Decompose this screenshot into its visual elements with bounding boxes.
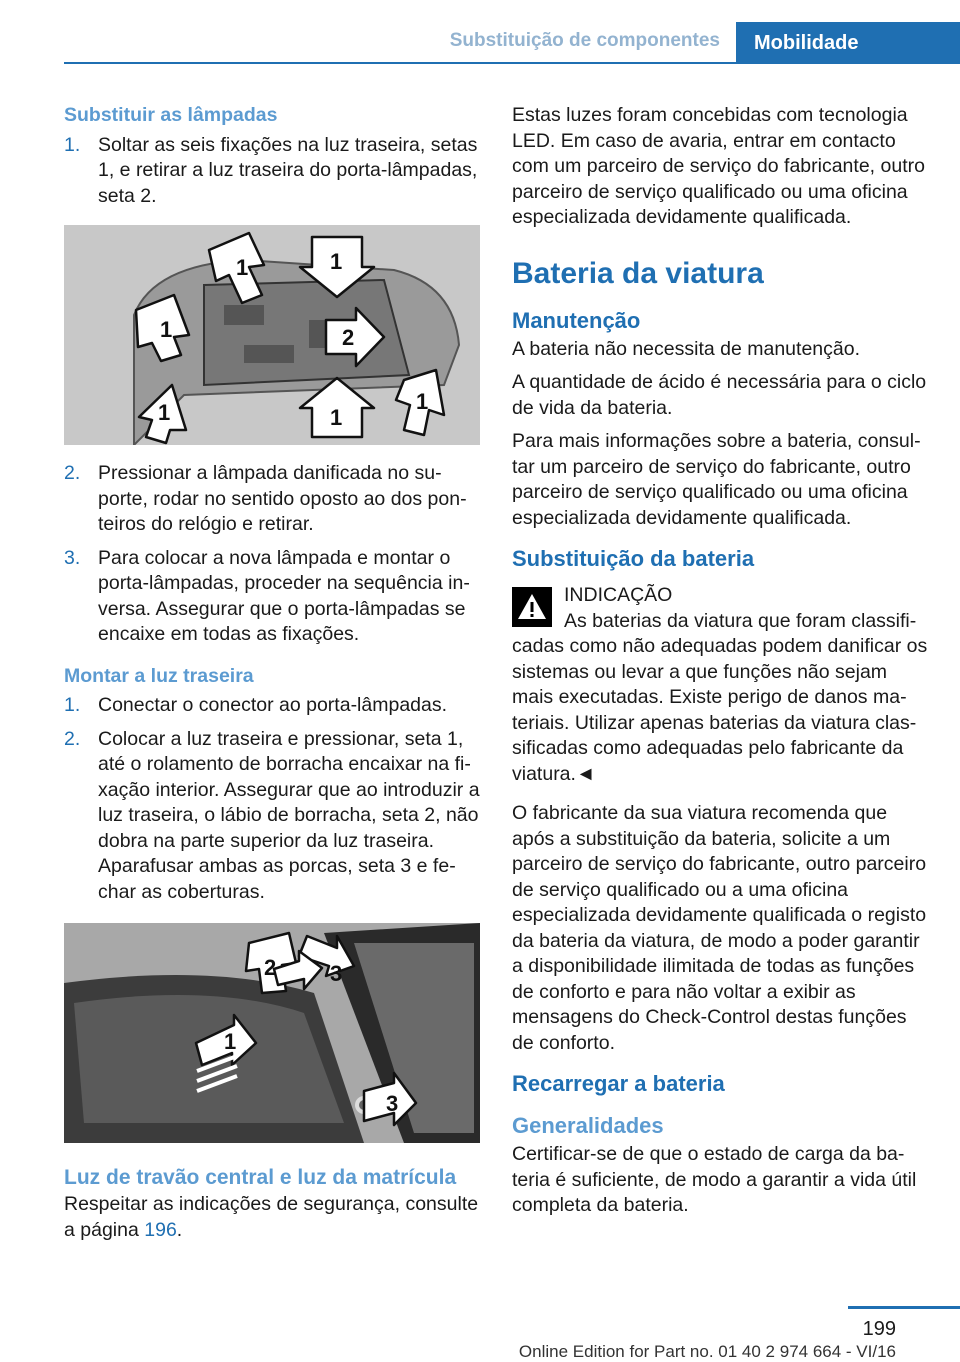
footer-edition: Online Edition for Part no. 01 40 2 974 664 - VI/16 xyxy=(518,1342,896,1361)
footer-rule xyxy=(848,1306,960,1309)
list-item: 1. Soltar as seis fixações na luz traseira, setas 1, e retirar a luz traseira do porta-lâmpadas, seta 2. xyxy=(64,133,478,207)
warning-triangle-icon xyxy=(512,587,552,627)
fig2-label: 1 xyxy=(224,1029,237,1054)
steps-list-1 xyxy=(64,133,480,210)
warning-title: INDICAÇÃO xyxy=(564,584,673,606)
fig1-label: 1 xyxy=(330,405,343,430)
heading-general: Generalidades xyxy=(512,1113,664,1138)
fig1-label: 1 xyxy=(416,389,429,414)
fig2-label: 3 xyxy=(386,1091,399,1116)
right-column xyxy=(512,103,928,1227)
fig1-label: 1 xyxy=(330,249,343,274)
heading-battery: Bateria da viatura xyxy=(512,256,764,290)
fig1-label: 1 xyxy=(158,400,171,425)
heading-brake-light: Luz de travão central e luz da matrícula xyxy=(64,1166,457,1189)
list-item: 3. Para colocar a nova lâmpada e montar o porta-lâmpadas, proceder na sequência inversa. Assegurar que o porta-lâmpadas se encaixe em todas as fixações. xyxy=(64,546,470,645)
heading-maintenance: Manutenção xyxy=(512,307,641,333)
maintenance-paragraph: A quantidade de ácido é necessária para o ciclo de vida da bateria. xyxy=(512,371,927,419)
maintenance-paragraph: Para mais informações sobre a bateria, consultar um parceiro de serviço do fabricante, outro parceiro de serviço qualificado ou uma oficina especializada devidamente qualificada. xyxy=(512,430,921,529)
heading-recharge-battery: Recarregar a bateria xyxy=(512,1071,725,1096)
left-column xyxy=(64,103,480,1251)
tail-light-illustration xyxy=(64,225,480,445)
page-number: 199 xyxy=(862,1318,896,1340)
fig1-label: 1 xyxy=(236,255,249,280)
general-paragraph: Certificar-se de que o estado de carga da bateria é suficiente, de modo a garantir a vida útil completa da bateria. xyxy=(512,1143,917,1216)
tail-light-diagram xyxy=(64,225,480,445)
subheading-replace-bulbs: Substituir as lâmpadas xyxy=(64,104,278,126)
led-paragraph: Estas luzes foram concebidas com tecnologia LED. Em caso de avaria, entrar em contacto com um parceiro de serviço do fabricante, outro parceiro de serviço qualificado ou uma oficina especializada devidamente qualificada. xyxy=(512,104,925,228)
warning-notice xyxy=(512,583,928,609)
fig2-label: 2 xyxy=(264,955,277,980)
warning-text: As baterias da viatura que foram classificadas como não adequadas podem danificar os sistemas ou levar a que funções não sejam mais executadas. Existe perigo de danos materiais. Utilizar apenas baterias da viatura classificadas como adequadas pelo fabricante da viatura.◄ xyxy=(512,609,928,785)
fig1-label: 2 xyxy=(342,325,355,350)
steps-list-2 xyxy=(64,461,480,648)
brake-paragraph: Respeitar as indicações de segurança, consulte a página 196. xyxy=(64,1193,479,1241)
heading-battery-replacement: Substituição da bateria xyxy=(512,546,755,571)
fig2-label: 3 xyxy=(330,961,343,986)
header-rule xyxy=(64,62,960,64)
tail-light-mount-diagram xyxy=(64,923,480,1143)
list-item: 2. Colocar a luz traseira e pressionar, seta 1, até o rolamento de borracha encaixar na fixação interior. Assegurar que ao introduzir a luz traseira, o lábio de borracha, seta 2, não dobra na parte superior da luz traseira. Aparafusar ambas as porcas, seta 3 e fechar as coberturas. xyxy=(64,727,480,903)
subheading-mount-tail-light: Montar a luz traseira xyxy=(64,664,254,687)
manufacturer-paragraph: O fabricante da sua viatura recomenda que após a substituição da bateria, solicite a um parceiro de serviço do fabricante, outro parceiro de serviço qualificado ou a uma oficina especializada devidamente qualificada o registo da bateria da viatura, de modo a poder garantir a disponibilidade ilimitada de todas as funções de conforto e para não voltar a exibir as mensagens do Check-Control destas funções de conforto. xyxy=(512,802,927,1054)
page-link[interactable]: 196 xyxy=(144,1218,177,1241)
list-item: 2. Pressionar a lâmpada danificada no suporte, rodar no sentido oposto ao dos ponteiros do relógio e retirar. xyxy=(64,462,467,535)
steps-list-3 xyxy=(64,693,480,905)
header-section-title: Substituição de componentes xyxy=(449,30,720,51)
fig1-label: 1 xyxy=(160,317,173,342)
tail-light-mount-illustration xyxy=(64,923,480,1143)
list-item: 1. Conectar o conector ao porta-lâmpadas. xyxy=(64,694,448,716)
maintenance-paragraph: A bateria não necessita de manutenção. xyxy=(512,337,860,360)
header-chapter-tab[interactable]: Mobilidade xyxy=(736,22,960,62)
